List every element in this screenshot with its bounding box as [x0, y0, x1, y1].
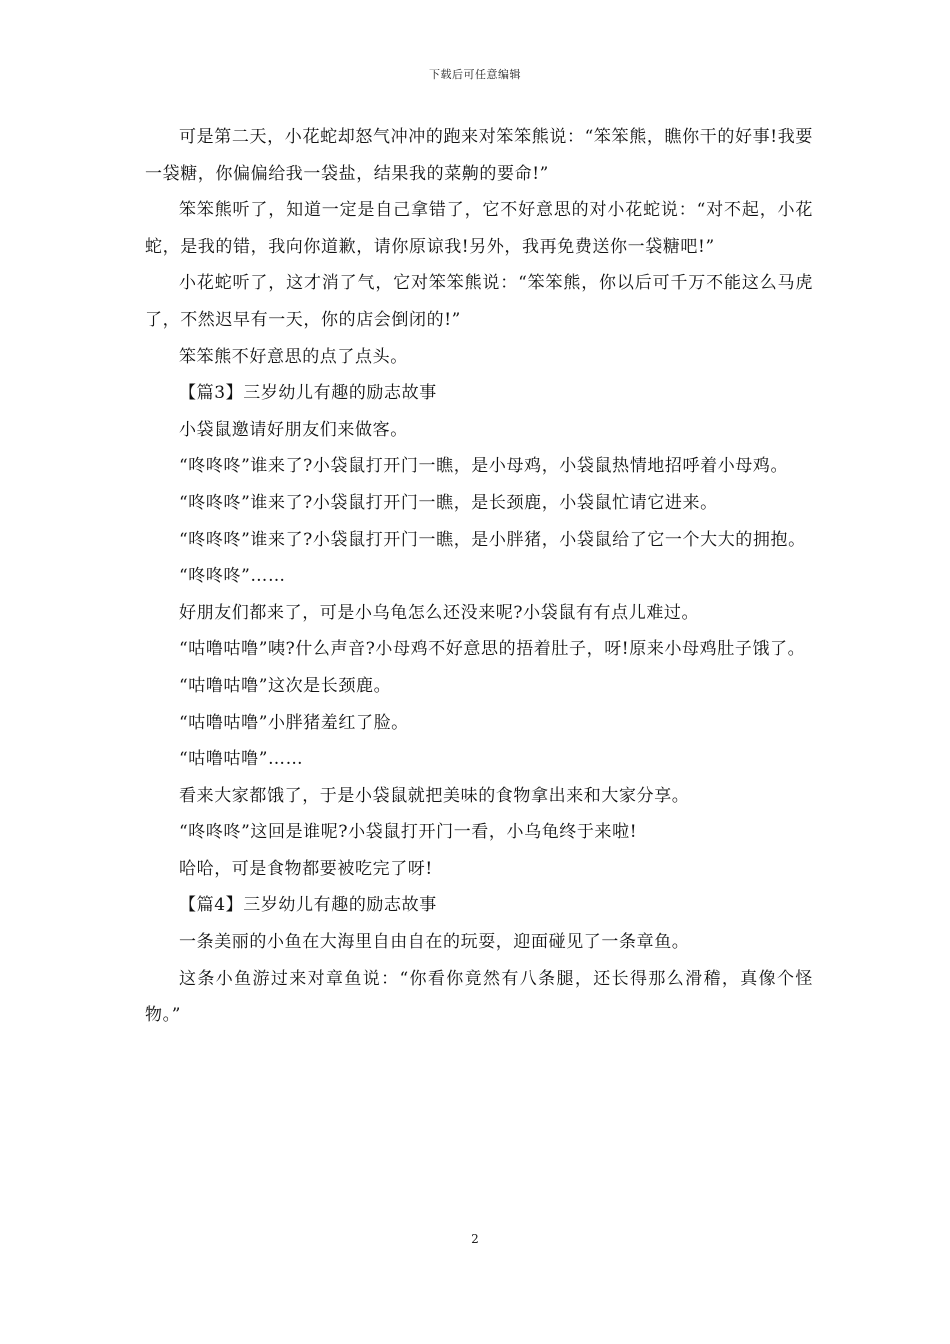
paragraph: “咚咚咚”谁来了?小袋鼠打开门一瞧，是小胖猪，小袋鼠给了它一个大大的拥抱。	[179, 529, 806, 550]
page-number: 2	[471, 1232, 479, 1246]
section-heading: 【篇4】三岁幼儿有趣的励志故事	[179, 895, 437, 916]
paragraph: “咕噜咕噜”咦?什么声音?小母鸡不好意思的捂着肚子，呀!原来小母鸡肚子饿了。	[179, 639, 806, 660]
page-header: 下载后可任意编辑	[429, 68, 521, 81]
paragraph: 一条美丽的小鱼在大海里自由自在的玩耍，迎面碰见了一条章鱼。	[179, 932, 690, 953]
paragraph: “咚咚咚”这回是谁呢?小袋鼠打开门一看，小乌龟终于来啦!	[179, 822, 638, 843]
paragraph: 这条小鱼游过来对章鱼说：“你看你竟然有八条腿，还长得那么滑稽，真像个怪物。”	[145, 968, 813, 1026]
paragraph: “咚咚咚”……	[179, 566, 286, 587]
paragraph: 笨笨熊不好意思的点了点头。	[179, 346, 408, 367]
paragraph: “咕噜咕噜”这次是长颈鹿。	[179, 675, 392, 696]
paragraph: “咕噜咕噜”……	[179, 749, 304, 770]
paragraph: “咚咚咚”谁来了?小袋鼠打开门一瞧，是小母鸡，小袋鼠热情地招呼着小母鸡。	[179, 456, 789, 477]
paragraph: 看来大家都饿了，于是小袋鼠就把美味的食物拿出来和大家分享。	[179, 785, 690, 806]
paragraph: 小花蛇听了，这才消了气，它对笨笨熊说：“笨笨熊，你以后可千万不能这么马虎了，不然迟早有一天，你的店会倒闭的!”	[145, 273, 813, 330]
paragraph: 哈哈，可是食物都要被吃完了呀!	[179, 858, 433, 879]
paragraph: 小袋鼠邀请好朋友们来做客。	[179, 419, 408, 440]
document-body	[145, 119, 813, 1034]
paragraph: “咕噜咕噜”小胖猪羞红了脸。	[179, 712, 409, 733]
paragraph: “咚咚咚”谁来了?小袋鼠打开门一瞧，是长颈鹿，小袋鼠忙请它进来。	[179, 492, 718, 513]
paragraph: 笨笨熊听了，知道一定是自己拿错了，它不好意思的对小花蛇说：“对不起，小花蛇，是我的错，我向你道歉，请你原谅我!另外，我再免费送你一袋糖吧!”	[145, 200, 813, 257]
paragraph: 可是第二天，小花蛇却怒气冲冲的跑来对笨笨熊说：“笨笨熊，瞧你干的好事!我要一袋糖，你偏偏给我一袋盐，结果我的菜齁的要命!”	[145, 127, 813, 184]
section-heading: 【篇3】三岁幼儿有趣的励志故事	[179, 383, 437, 404]
paragraph: 好朋友们都来了，可是小乌龟怎么还没来呢?小袋鼠有有点儿难过。	[179, 602, 700, 623]
